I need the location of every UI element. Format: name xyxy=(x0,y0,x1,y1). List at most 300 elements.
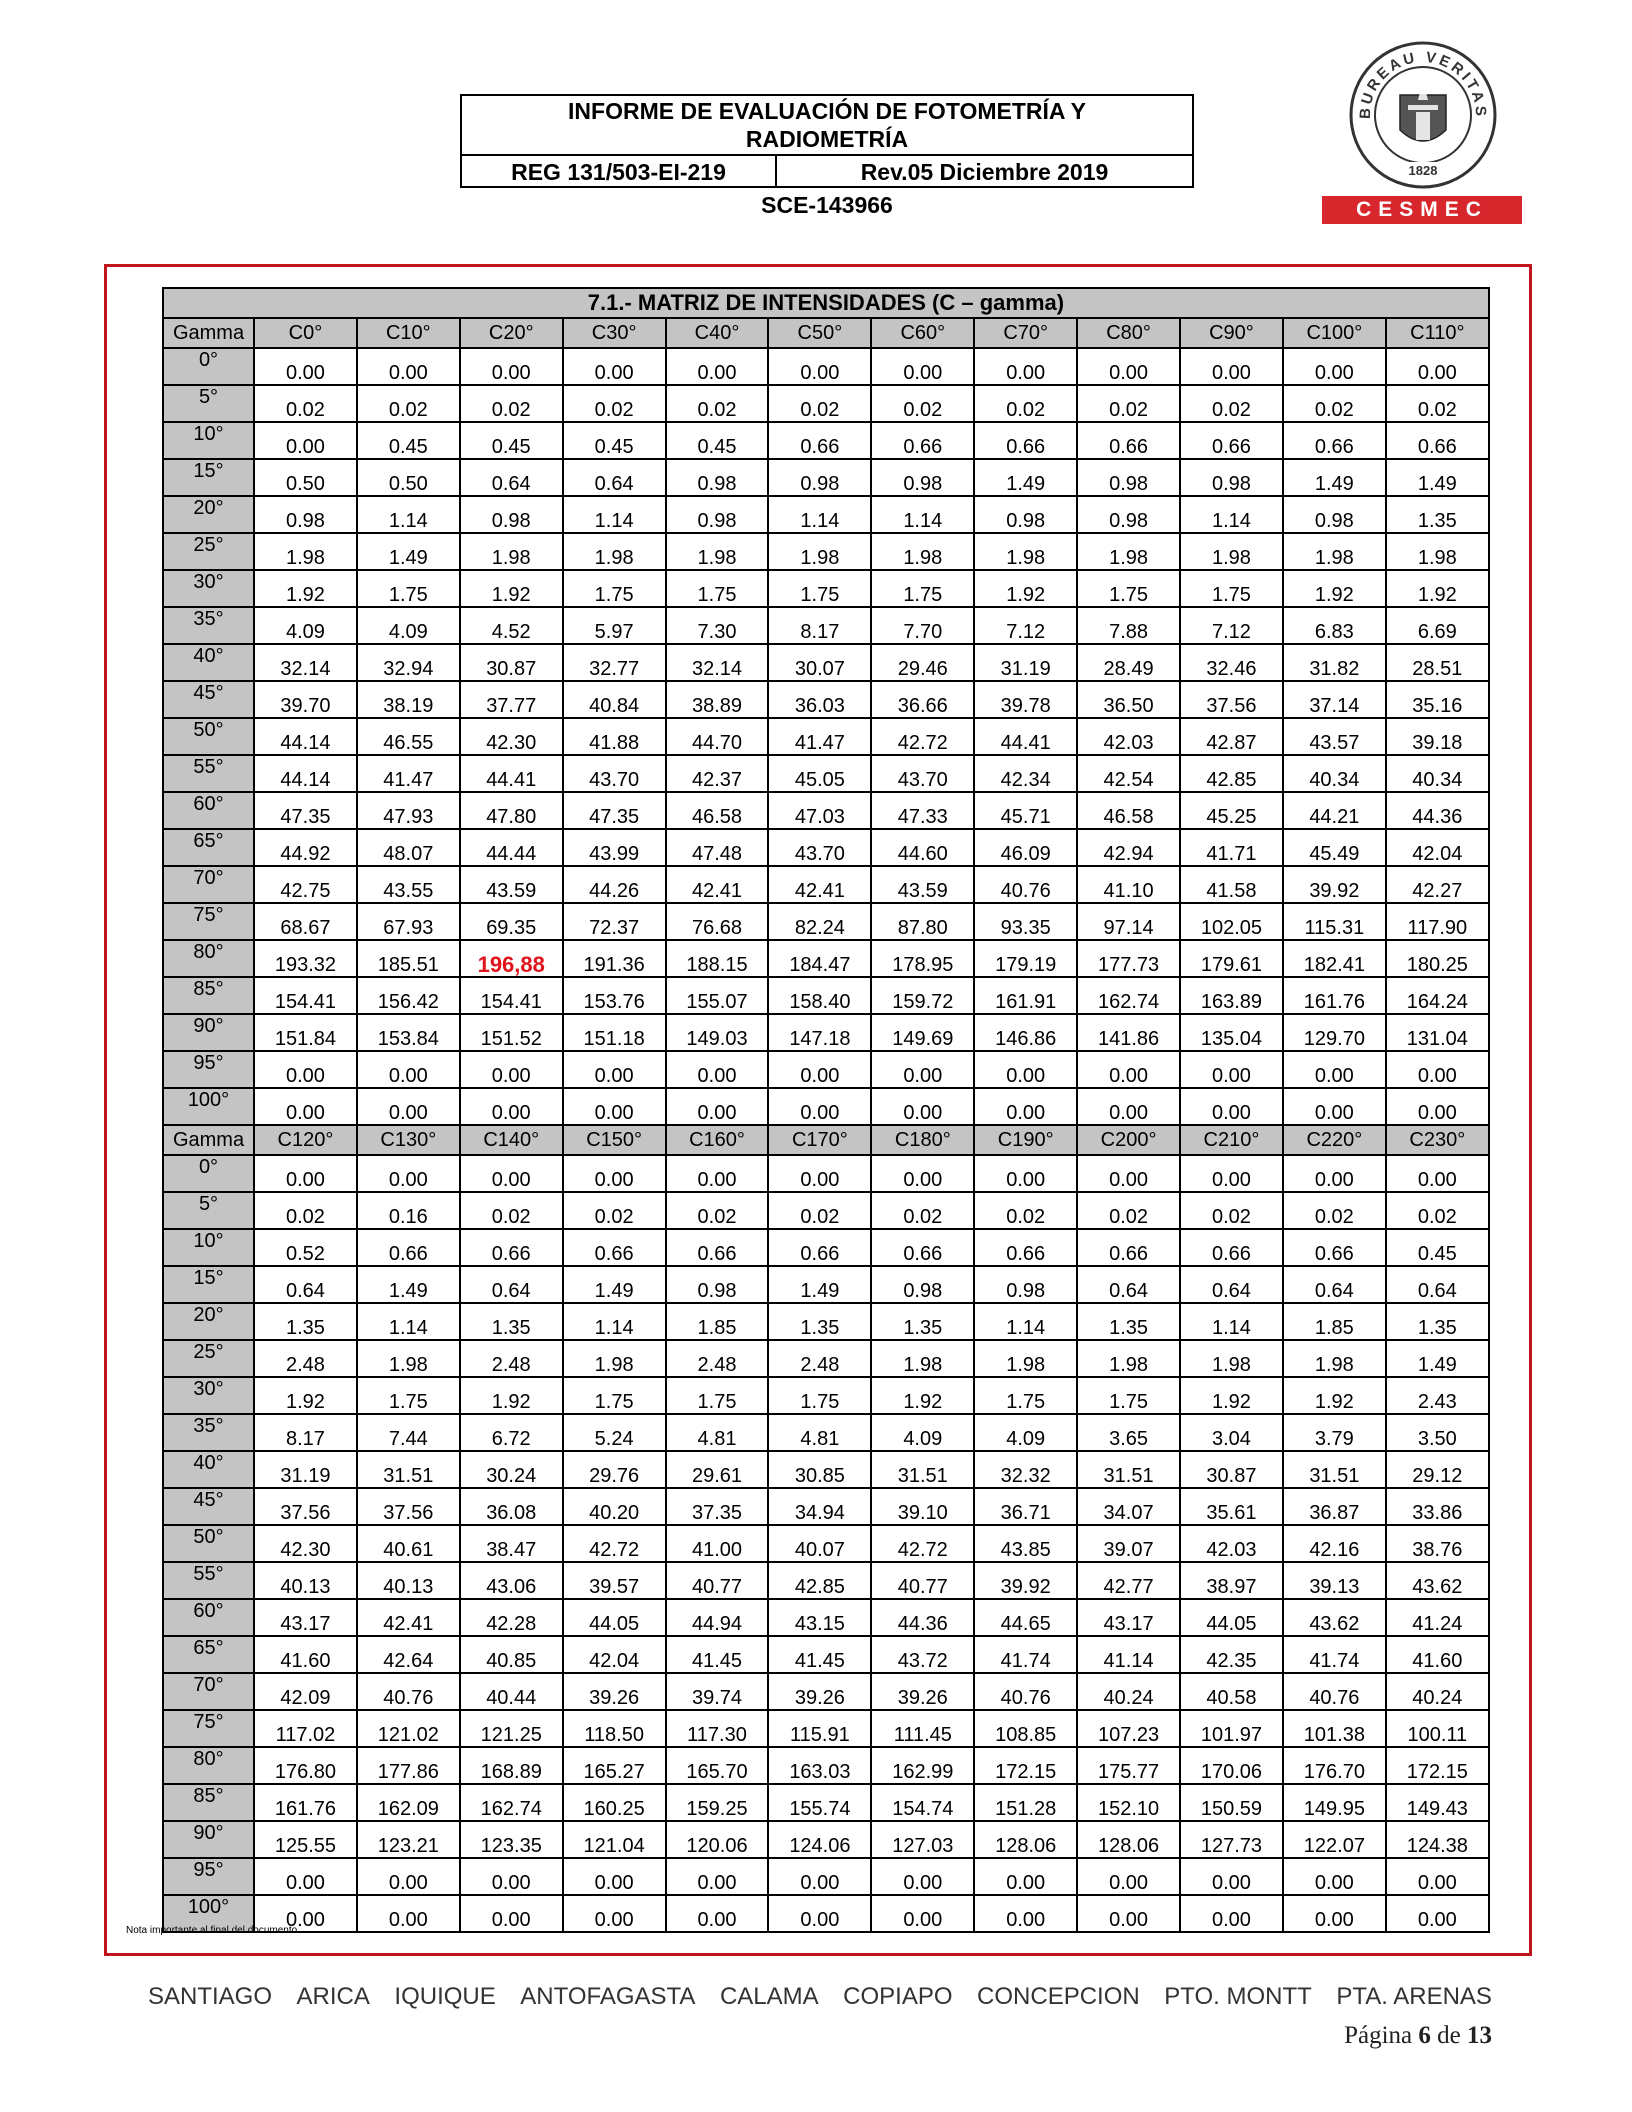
intensity-cell: 46.09 xyxy=(974,829,1077,866)
intensity-cell: 38.89 xyxy=(666,681,769,718)
intensity-cell: 0.00 xyxy=(1283,1895,1386,1932)
intensity-cell: 32.77 xyxy=(563,644,666,681)
intensity-cell: 0.66 xyxy=(871,422,974,459)
intensity-cell: 31.51 xyxy=(357,1451,460,1488)
gamma-row-label: 80° xyxy=(163,940,254,977)
intensity-cell: 1.75 xyxy=(871,570,974,607)
intensity-cell: 0.66 xyxy=(1077,422,1180,459)
intensity-cell: 1.49 xyxy=(974,459,1077,496)
intensity-cell: 41.60 xyxy=(254,1636,357,1673)
gamma-row-label: 70° xyxy=(163,866,254,903)
intensity-cell: 1.14 xyxy=(871,496,974,533)
gamma-row-label: 30° xyxy=(163,570,254,607)
intensity-cell: 39.07 xyxy=(1077,1525,1180,1562)
intensity-cell: 41.74 xyxy=(1283,1636,1386,1673)
table-row xyxy=(163,1784,1489,1821)
intensity-cell: 45.49 xyxy=(1283,829,1386,866)
intensity-cell: 172.15 xyxy=(974,1747,1077,1784)
intensity-cell: 8.17 xyxy=(254,1414,357,1451)
intensity-cell: 0.00 xyxy=(460,1895,563,1932)
intensity-cell: 34.94 xyxy=(768,1488,871,1525)
table-row xyxy=(163,1303,1489,1340)
intensity-cell: 42.94 xyxy=(1077,829,1180,866)
intensity-cell: 0.02 xyxy=(974,385,1077,422)
intensity-cell: 39.26 xyxy=(563,1673,666,1710)
intensity-cell: 155.74 xyxy=(768,1784,871,1821)
intensity-cell: 4.09 xyxy=(974,1414,1077,1451)
intensity-cell: 93.35 xyxy=(974,903,1077,940)
intensity-cell: 0.02 xyxy=(1386,385,1489,422)
intensity-cell: 1.98 xyxy=(768,533,871,570)
intensity-cell: 44.92 xyxy=(254,829,357,866)
intensity-cell: 121.02 xyxy=(357,1710,460,1747)
intensity-cell: 107.23 xyxy=(1077,1710,1180,1747)
intensity-cell: 151.52 xyxy=(460,1014,563,1051)
intensity-cell: 155.07 xyxy=(666,977,769,1014)
intensity-cell: 1.49 xyxy=(1283,459,1386,496)
intensity-cell: 0.02 xyxy=(254,1192,357,1229)
intensity-cell: 0.98 xyxy=(666,496,769,533)
intensity-cell: 40.76 xyxy=(974,1673,1077,1710)
intensity-cell: 31.51 xyxy=(1077,1451,1180,1488)
intensity-cell: 1.14 xyxy=(768,496,871,533)
intensity-cell: 5.97 xyxy=(563,607,666,644)
intensity-cell: 4.09 xyxy=(871,1414,974,1451)
intensity-cell: 1.92 xyxy=(460,1377,563,1414)
footer-city: ARICA xyxy=(296,1983,370,2010)
intensity-cell: 149.03 xyxy=(666,1014,769,1051)
intensity-cell: 72.37 xyxy=(563,903,666,940)
gamma-row-label: 55° xyxy=(163,1562,254,1599)
table-row xyxy=(163,903,1489,940)
intensity-cell: 161.76 xyxy=(254,1784,357,1821)
intensity-cell: 0.02 xyxy=(563,1192,666,1229)
intensity-cell: 0.02 xyxy=(974,1192,1077,1229)
intensity-cell: 30.24 xyxy=(460,1451,563,1488)
intensity-cell: 0.00 xyxy=(357,1155,460,1192)
intensity-cell: 41.45 xyxy=(768,1636,871,1673)
intensity-cell: 161.76 xyxy=(1283,977,1386,1014)
intensity-cell: 43.17 xyxy=(254,1599,357,1636)
intensity-cell: 1.98 xyxy=(1283,533,1386,570)
table-row xyxy=(163,385,1489,422)
table-row xyxy=(163,1451,1489,1488)
intensity-cell: 42.04 xyxy=(563,1636,666,1673)
intensity-cell: 0.00 xyxy=(460,1858,563,1895)
intensity-cell: 36.50 xyxy=(1077,681,1180,718)
gamma-row-label: 50° xyxy=(163,718,254,755)
intensity-cell: 0.00 xyxy=(974,1155,1077,1192)
intensity-cell: 0.02 xyxy=(1180,1192,1283,1229)
intensity-cell: 45.71 xyxy=(974,792,1077,829)
table-row xyxy=(163,1710,1489,1747)
intensity-cell: 30.85 xyxy=(768,1451,871,1488)
gamma-row-label: 15° xyxy=(163,459,254,496)
intensity-cell: 172.15 xyxy=(1386,1747,1489,1784)
intensity-cell: 1.49 xyxy=(768,1266,871,1303)
table-row xyxy=(163,570,1489,607)
intensity-cell: 184.47 xyxy=(768,940,871,977)
gamma-row-label: 30° xyxy=(163,1377,254,1414)
intensity-cell: 162.74 xyxy=(1077,977,1180,1014)
intensity-cell: 42.77 xyxy=(1077,1562,1180,1599)
intensity-cell: 46.58 xyxy=(1077,792,1180,829)
intensity-cell: 38.97 xyxy=(1180,1562,1283,1599)
table-row xyxy=(163,1599,1489,1636)
intensity-cell: 168.89 xyxy=(460,1747,563,1784)
gamma-column-header: Gamma xyxy=(163,1125,254,1155)
intensity-cell: 121.25 xyxy=(460,1710,563,1747)
intensity-cell: 7.30 xyxy=(666,607,769,644)
intensity-cell: 4.09 xyxy=(357,607,460,644)
intensity-cell: 0.50 xyxy=(357,459,460,496)
table-header-row xyxy=(163,318,1489,348)
intensity-cell: 36.87 xyxy=(1283,1488,1386,1525)
intensity-cell: 41.14 xyxy=(1077,1636,1180,1673)
intensity-cell: 42.03 xyxy=(1180,1525,1283,1562)
intensity-cell: 42.37 xyxy=(666,755,769,792)
intensity-cell: 0.45 xyxy=(563,422,666,459)
intensity-cell: 42.28 xyxy=(460,1599,563,1636)
intensity-cell: 1.75 xyxy=(563,570,666,607)
intensity-cell: 1.98 xyxy=(460,533,563,570)
gamma-row-label: 0° xyxy=(163,348,254,385)
page-prefix: Página xyxy=(1344,2022,1413,2049)
intensity-cell: 123.21 xyxy=(357,1821,460,1858)
intensity-cell: 37.56 xyxy=(1180,681,1283,718)
intensity-cell: 117.02 xyxy=(254,1710,357,1747)
intensity-cell: 41.71 xyxy=(1180,829,1283,866)
intensity-cell: 1.75 xyxy=(1077,570,1180,607)
table-row xyxy=(163,1673,1489,1710)
table-row xyxy=(163,607,1489,644)
intensity-cell: 47.48 xyxy=(666,829,769,866)
intensity-cell: 37.77 xyxy=(460,681,563,718)
gamma-row-label: 75° xyxy=(163,903,254,940)
footer-city-list xyxy=(148,1983,1492,2013)
intensity-cell: 43.55 xyxy=(357,866,460,903)
intensity-cell: 42.04 xyxy=(1386,829,1489,866)
table-row xyxy=(163,1636,1489,1673)
intensity-cell: 0.45 xyxy=(1386,1229,1489,1266)
intensity-cell: 1.75 xyxy=(357,1377,460,1414)
intensity-cell: 135.04 xyxy=(1180,1014,1283,1051)
intensity-cell: 0.02 xyxy=(1180,385,1283,422)
intensity-cell: 87.80 xyxy=(871,903,974,940)
gamma-row-label: 20° xyxy=(163,496,254,533)
c-angle-column-header: C20° xyxy=(460,318,563,348)
gamma-row-label: 65° xyxy=(163,829,254,866)
intensity-cell: 40.61 xyxy=(357,1525,460,1562)
footer-city: PTA. ARENAS xyxy=(1336,1983,1492,2010)
gamma-row-label: 60° xyxy=(163,792,254,829)
intensity-cell: 0.64 xyxy=(1283,1266,1386,1303)
intensity-cell: 115.91 xyxy=(768,1710,871,1747)
intensity-cell: 0.00 xyxy=(357,1858,460,1895)
intensity-cell: 0.16 xyxy=(357,1192,460,1229)
intensity-cell: 1.98 xyxy=(357,1340,460,1377)
report-sce-code: SCE-143966 xyxy=(761,192,893,218)
intensity-cell: 0.00 xyxy=(1180,348,1283,385)
intensity-cell: 44.21 xyxy=(1283,792,1386,829)
gamma-row-label: 25° xyxy=(163,533,254,570)
page-current: 6 xyxy=(1418,2022,1431,2049)
intensity-cell: 0.02 xyxy=(254,385,357,422)
intensity-cell: 28.49 xyxy=(1077,644,1180,681)
intensity-cell: 40.13 xyxy=(254,1562,357,1599)
intensity-cell: 1.98 xyxy=(563,533,666,570)
intensity-cell: 1.49 xyxy=(563,1266,666,1303)
intensity-cell: 162.74 xyxy=(460,1784,563,1821)
table-row xyxy=(163,1821,1489,1858)
intensity-cell: 7.12 xyxy=(974,607,1077,644)
intensity-cell: 39.10 xyxy=(871,1488,974,1525)
report-title-line1: INFORME DE EVALUACIÓN DE FOTOMETRÍA Y xyxy=(568,98,1086,124)
table-row xyxy=(163,977,1489,1014)
intensity-cell: 1.75 xyxy=(666,570,769,607)
intensity-cell: 1.98 xyxy=(1180,533,1283,570)
intensity-cell: 8.17 xyxy=(768,607,871,644)
intensity-cell: 0.64 xyxy=(460,1266,563,1303)
intensity-cell: 40.20 xyxy=(563,1488,666,1525)
intensity-cell: 1.98 xyxy=(563,1340,666,1377)
intensity-cell: 1.14 xyxy=(1180,1303,1283,1340)
gamma-row-label: 85° xyxy=(163,1784,254,1821)
intensity-cell: 151.18 xyxy=(563,1014,666,1051)
intensity-cell: 179.61 xyxy=(1180,940,1283,977)
intensity-cell: 0.64 xyxy=(1180,1266,1283,1303)
c-angle-column-header: C150° xyxy=(563,1125,666,1155)
intensity-cell: 42.09 xyxy=(254,1673,357,1710)
intensity-cell: 29.12 xyxy=(1386,1451,1489,1488)
intensity-cell: 1.92 xyxy=(254,570,357,607)
table-row xyxy=(163,1747,1489,1784)
intensity-cell: 129.70 xyxy=(1283,1014,1386,1051)
intensity-cell: 1.75 xyxy=(666,1377,769,1414)
intensity-cell: 0.98 xyxy=(974,1266,1077,1303)
intensity-cell: 149.43 xyxy=(1386,1784,1489,1821)
intensity-cell: 0.00 xyxy=(1077,1088,1180,1125)
intensity-cell: 0.00 xyxy=(666,1895,769,1932)
intensity-cell: 3.50 xyxy=(1386,1414,1489,1451)
intensity-cell: 128.06 xyxy=(1077,1821,1180,1858)
intensity-cell: 43.06 xyxy=(460,1562,563,1599)
intensity-cell: 40.24 xyxy=(1077,1673,1180,1710)
intensity-cell: 42.64 xyxy=(357,1636,460,1673)
gamma-row-label: 85° xyxy=(163,977,254,1014)
intensity-cell: 44.65 xyxy=(974,1599,1077,1636)
intensity-cell: 38.47 xyxy=(460,1525,563,1562)
intensity-cell: 42.16 xyxy=(1283,1525,1386,1562)
intensity-cell: 31.19 xyxy=(974,644,1077,681)
intensity-cell: 0.02 xyxy=(871,1192,974,1229)
intensity-cell: 29.46 xyxy=(871,644,974,681)
intensity-cell: 151.84 xyxy=(254,1014,357,1051)
intensity-cell: 188.15 xyxy=(666,940,769,977)
intensity-cell: 42.27 xyxy=(1386,866,1489,903)
intensity-cell: 0.00 xyxy=(1386,348,1489,385)
intensity-cell: 44.70 xyxy=(666,718,769,755)
intensity-cell: 44.05 xyxy=(1180,1599,1283,1636)
gamma-column-header: Gamma xyxy=(163,318,254,348)
intensity-cell: 156.42 xyxy=(357,977,460,1014)
intensity-cell: 0.66 xyxy=(1180,1229,1283,1266)
intensity-cell: 42.87 xyxy=(1180,718,1283,755)
table-row xyxy=(163,459,1489,496)
c-angle-column-header: C180° xyxy=(871,1125,974,1155)
gamma-row-label: 5° xyxy=(163,385,254,422)
intensity-cell: 0.98 xyxy=(1077,496,1180,533)
intensity-cell: 162.09 xyxy=(357,1784,460,1821)
intensity-cell: 4.09 xyxy=(254,607,357,644)
c-angle-column-header: C40° xyxy=(666,318,769,348)
intensity-cell: 1.14 xyxy=(563,1303,666,1340)
intensity-cell: 0.00 xyxy=(254,1155,357,1192)
svg-text:1828: 1828 xyxy=(1408,163,1438,178)
report-reg-code: REG 131/503-EI-219 xyxy=(462,156,777,188)
intensity-cell: 0.00 xyxy=(1283,1088,1386,1125)
intensity-cell: 43.62 xyxy=(1386,1562,1489,1599)
intensity-cell: 0.64 xyxy=(460,459,563,496)
intensity-cell: 1.98 xyxy=(1386,533,1489,570)
intensity-cell: 1.92 xyxy=(1180,1377,1283,1414)
gamma-row-label: 90° xyxy=(163,1014,254,1051)
intensity-cell: 0.00 xyxy=(666,348,769,385)
intensity-cell: 0.00 xyxy=(1283,1051,1386,1088)
intensity-cell: 0.02 xyxy=(666,1192,769,1229)
intensity-cell: 163.89 xyxy=(1180,977,1283,1014)
intensity-cell: 0.00 xyxy=(1386,1051,1489,1088)
intensity-cell: 180.25 xyxy=(1386,940,1489,977)
intensity-cell: 31.19 xyxy=(254,1451,357,1488)
intensity-cell: 39.92 xyxy=(1283,866,1386,903)
intensity-cell: 0.02 xyxy=(666,385,769,422)
c-angle-column-header: C100° xyxy=(1283,318,1386,348)
intensity-cell: 44.26 xyxy=(563,866,666,903)
intensity-cell: 43.72 xyxy=(871,1636,974,1673)
intensity-cell: 0.00 xyxy=(563,1155,666,1192)
intensity-cell: 0.66 xyxy=(974,422,1077,459)
intensity-cell: 0.00 xyxy=(1077,1051,1180,1088)
c-angle-column-header: C170° xyxy=(768,1125,871,1155)
intensity-cell: 191.36 xyxy=(563,940,666,977)
intensity-cell: 0.00 xyxy=(460,1088,563,1125)
gamma-row-label: 45° xyxy=(163,681,254,718)
intensity-cell: 1.92 xyxy=(974,570,1077,607)
intensity-cell: 185.51 xyxy=(357,940,460,977)
intensity-cell: 1.35 xyxy=(1386,1303,1489,1340)
intensity-cell: 7.12 xyxy=(1180,607,1283,644)
intensity-cell: 44.41 xyxy=(460,755,563,792)
gamma-row-label: 40° xyxy=(163,644,254,681)
intensity-cell: 32.32 xyxy=(974,1451,1077,1488)
intensity-cell: 42.41 xyxy=(666,866,769,903)
gamma-row-label: 35° xyxy=(163,607,254,644)
intensity-cell: 69.35 xyxy=(460,903,563,940)
intensity-cell: 0.00 xyxy=(1283,1155,1386,1192)
intensity-cell: 4.81 xyxy=(768,1414,871,1451)
intensity-cell: 39.26 xyxy=(768,1673,871,1710)
intensity-cell: 5.24 xyxy=(563,1414,666,1451)
intensity-cell: 1.98 xyxy=(254,533,357,570)
intensity-cell: 0.00 xyxy=(1180,1858,1283,1895)
intensity-cell: 0.02 xyxy=(460,1192,563,1229)
intensity-cell: 123.35 xyxy=(460,1821,563,1858)
intensity-cell: 154.41 xyxy=(254,977,357,1014)
intensity-cell: 1.98 xyxy=(871,533,974,570)
intensity-cell: 152.10 xyxy=(1077,1784,1180,1821)
intensity-cell: 42.41 xyxy=(768,866,871,903)
table-title: 7.1.- MATRIZ DE INTENSIDADES (C – gamma) xyxy=(163,288,1489,318)
intensity-cell: 0.02 xyxy=(357,385,460,422)
intensity-cell: 1.14 xyxy=(1180,496,1283,533)
intensity-cell: 97.14 xyxy=(1077,903,1180,940)
page-total: 13 xyxy=(1467,2022,1492,2049)
intensity-cell: 121.04 xyxy=(563,1821,666,1858)
intensity-cell: 43.59 xyxy=(871,866,974,903)
intensity-cell: 165.27 xyxy=(563,1747,666,1784)
intensity-cell: 31.51 xyxy=(1283,1451,1386,1488)
intensity-cell: 1.75 xyxy=(1180,570,1283,607)
intensity-cell: 176.70 xyxy=(1283,1747,1386,1784)
table-row xyxy=(163,1266,1489,1303)
intensity-cell: 1.49 xyxy=(357,1266,460,1303)
intensity-cell: 2.48 xyxy=(460,1340,563,1377)
intensity-cell: 42.75 xyxy=(254,866,357,903)
intensity-cell: 122.07 xyxy=(1283,1821,1386,1858)
intensity-cell: 0.00 xyxy=(563,1088,666,1125)
intensity-cell: 42.85 xyxy=(768,1562,871,1599)
gamma-row-label: 65° xyxy=(163,1636,254,1673)
intensity-cell: 47.35 xyxy=(254,792,357,829)
intensity-cell: 3.65 xyxy=(1077,1414,1180,1451)
bureau-veritas-seal-icon xyxy=(1348,40,1498,190)
intensity-cell: 0.02 xyxy=(563,385,666,422)
intensity-cell: 0.00 xyxy=(974,1895,1077,1932)
intensity-cell: 1.75 xyxy=(357,570,460,607)
intensity-cell: 0.64 xyxy=(1077,1266,1180,1303)
footer-city: CALAMA xyxy=(719,1983,819,2010)
intensity-cell: 0.98 xyxy=(871,459,974,496)
intensity-cell: 1.92 xyxy=(460,570,563,607)
intensity-cell: 0.64 xyxy=(1386,1266,1489,1303)
intensity-cell: 158.40 xyxy=(768,977,871,1014)
intensity-cell: 1.14 xyxy=(563,496,666,533)
intensity-cell: 1.75 xyxy=(768,1377,871,1414)
intensity-cell: 46.55 xyxy=(357,718,460,755)
intensity-cell: 38.19 xyxy=(357,681,460,718)
gamma-row-label: 10° xyxy=(163,1229,254,1266)
intensity-cell: 41.47 xyxy=(357,755,460,792)
intensity-cell: 0.66 xyxy=(768,422,871,459)
intensity-cell: 42.72 xyxy=(871,1525,974,1562)
c-angle-column-header: C60° xyxy=(871,318,974,348)
c-angle-column-header: C110° xyxy=(1386,318,1489,348)
gamma-row-label: 100° xyxy=(163,1088,254,1125)
intensity-cell: 39.18 xyxy=(1386,718,1489,755)
intensity-cell: 1.35 xyxy=(254,1303,357,1340)
gamma-row-label: 5° xyxy=(163,1192,254,1229)
intensity-cell: 0.00 xyxy=(666,1051,769,1088)
intensity-cell: 44.14 xyxy=(254,718,357,755)
intensity-cell: 0.45 xyxy=(666,422,769,459)
intensity-cell: 177.86 xyxy=(357,1747,460,1784)
intensity-cell: 46.58 xyxy=(666,792,769,829)
intensity-cell: 1.85 xyxy=(1283,1303,1386,1340)
intensity-cell: 6.72 xyxy=(460,1414,563,1451)
intensity-cell: 1.92 xyxy=(254,1377,357,1414)
c-angle-column-header: C220° xyxy=(1283,1125,1386,1155)
